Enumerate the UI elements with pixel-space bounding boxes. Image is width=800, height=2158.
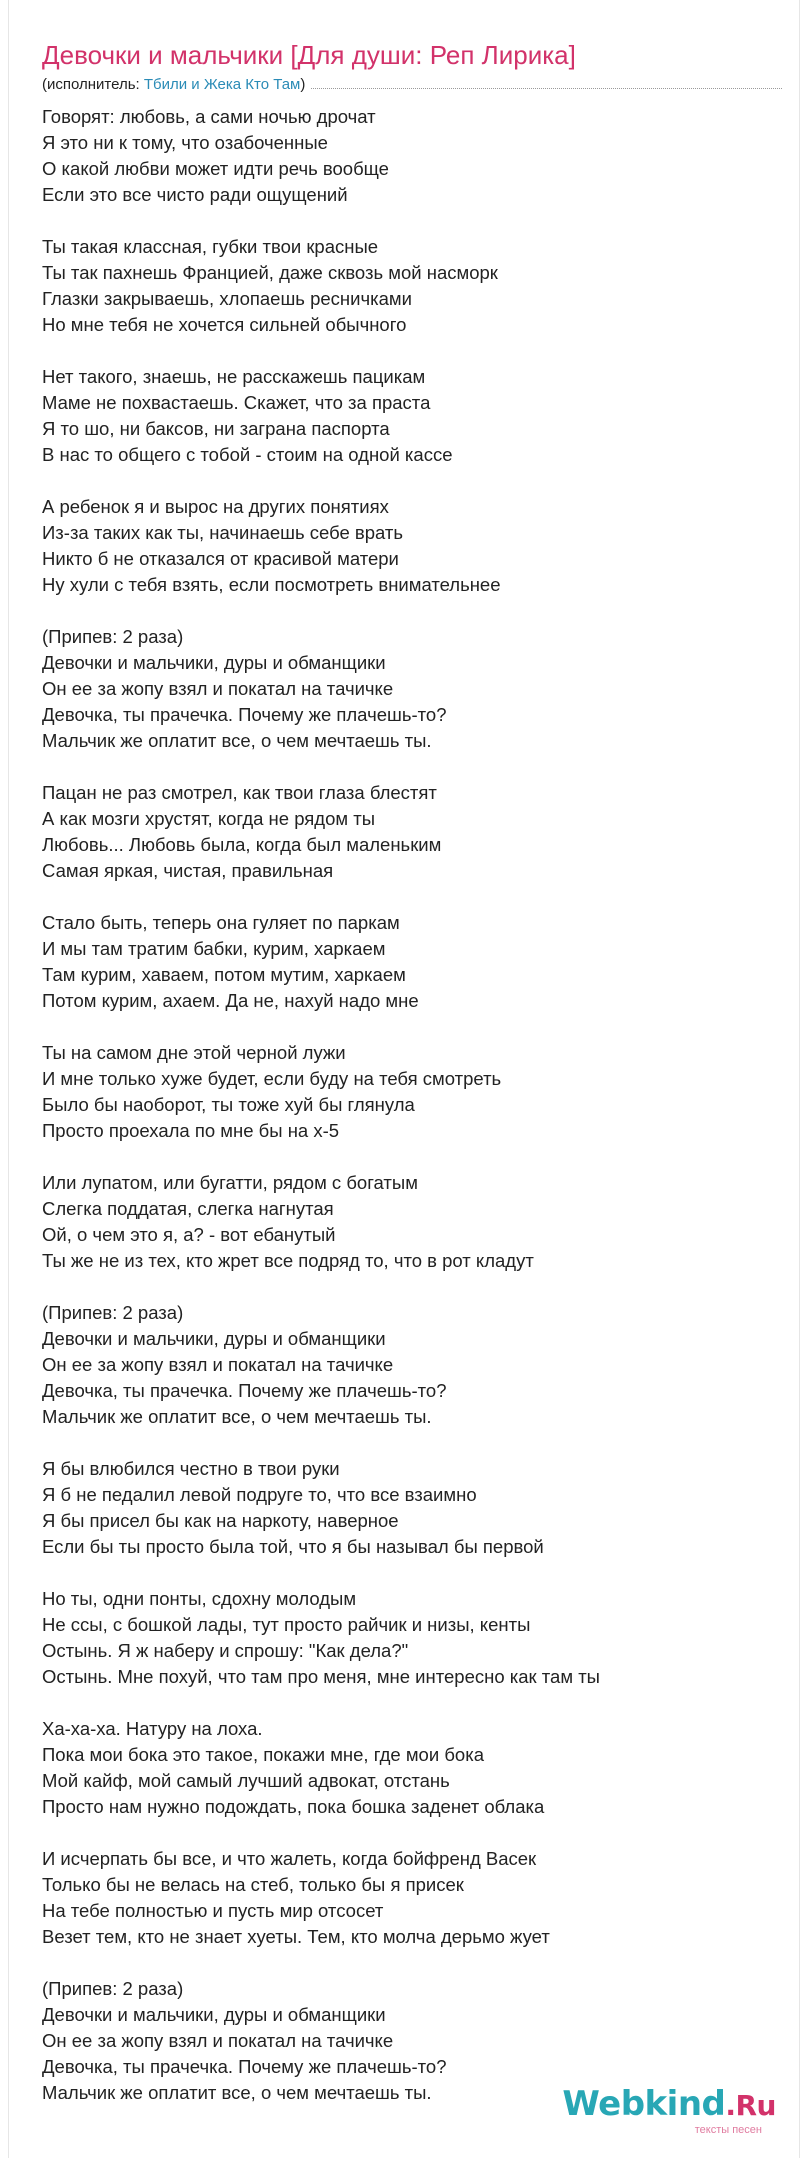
lyric-line: Маме не похвастаешь. Скажет, что за праста xyxy=(42,392,431,413)
lyric-line: Никто б не отказался от красивой матери xyxy=(42,548,399,569)
lyric-line: Я то шо, ни баксов, ни заграна паспорта xyxy=(42,418,390,439)
performer-line xyxy=(42,74,782,96)
lyric-line: Если это все чисто ради ощущений xyxy=(42,184,348,205)
lyric-line: Ты такая классная, губки твои красные xyxy=(42,236,379,257)
lyric-line: И исчерпать бы все, и что жалеть, когда бойфренд Васек xyxy=(42,1848,537,1869)
performer-suffix: ) xyxy=(300,76,306,93)
lyric-line: Я бы влюбился честно в твои руки xyxy=(42,1458,340,1479)
lyric-line: Я б не педалил левой подруге то, что все взаимно xyxy=(42,1484,477,1505)
lyric-stanza xyxy=(42,494,762,598)
lyric-stanza xyxy=(42,1846,762,1950)
lyric-line: Мальчик же оплатит все, о чем мечтаешь ты. xyxy=(42,1406,432,1427)
lyric-line: Ха-ха-ха. Натуру на лоха. xyxy=(42,1718,263,1739)
lyric-line: Ты же не из тех, кто жрет все подряд то, что в рот кладут xyxy=(42,1250,534,1271)
lyric-stanza xyxy=(42,104,762,208)
lyric-line: Мой кайф, мой самый лучший адвокат, отстань xyxy=(42,1770,450,1791)
logo-suffix-text: .Ru xyxy=(725,2089,776,2122)
lyric-line: (Припев: 2 раза) xyxy=(42,626,184,647)
performer-text xyxy=(42,76,311,93)
lyric-line: Говорят: любовь, а сами ночью дрочат xyxy=(42,106,376,127)
lyric-line: Остынь. Я ж наберу и спрошу: "Как дела?" xyxy=(42,1640,409,1661)
lyric-line: Просто нам нужно подождать, пока бошка заденет облака xyxy=(42,1796,545,1817)
lyric-line: На тебе полностью и пусть мир отсосет xyxy=(42,1900,384,1921)
lyric-stanza xyxy=(42,1170,762,1274)
lyric-stanza xyxy=(42,910,762,1014)
lyric-line: Девочка, ты прачечка. Почему же плачешь-то? xyxy=(42,704,447,725)
lyric-stanza xyxy=(42,1716,762,1820)
lyric-line: Но мне тебя не хочется сильней обычного xyxy=(42,314,407,335)
lyric-stanza xyxy=(42,364,762,468)
lyric-stanza xyxy=(42,1040,762,1144)
lyric-line: А ребенок я и вырос на других понятиях xyxy=(42,496,389,517)
lyric-line: Из-за таких как ты, начинаешь себе врать xyxy=(42,522,404,543)
lyric-line: Просто проехала по мне бы на х-5 xyxy=(42,1120,340,1141)
lyric-line: Слегка поддатая, слегка нагнутая xyxy=(42,1198,334,1219)
song-header xyxy=(42,38,782,96)
lyric-line: Потом курим, ахаем. Да не, нахуй надо мне xyxy=(42,990,419,1011)
lyric-line: Пацан не раз смотрел, как твои глаза блестят xyxy=(42,782,437,803)
lyric-line: Самая яркая, чистая, правильная xyxy=(42,860,334,881)
lyric-line: Девочка, ты прачечка. Почему же плачешь-то? xyxy=(42,2056,447,2077)
lyric-line: О какой любви может идти речь вообще xyxy=(42,158,389,179)
lyric-line: Остынь. Мне похуй, что там про меня, мне интересно как там ты xyxy=(42,1666,600,1687)
lyric-stanza xyxy=(42,624,762,754)
lyric-line: Если бы ты просто была той, что я бы называл бы первой xyxy=(42,1536,544,1557)
lyric-line: Не ссы, с бошкой лады, тут просто райчик и низы, кенты xyxy=(42,1614,531,1635)
lyric-line: Девочка, ты прачечка. Почему же плачешь-то? xyxy=(42,1380,447,1401)
lyric-line: Ты на самом дне этой черной лужи xyxy=(42,1042,346,1063)
lyric-line: Я это ни к тому, что озабоченные xyxy=(42,132,328,153)
lyric-line: Было бы наоборот, ты тоже хуй бы глянула xyxy=(42,1094,415,1115)
logo-wordmark xyxy=(562,2084,776,2126)
lyric-line: Любовь... Любовь была, когда был маленьким xyxy=(42,834,442,855)
lyric-line: Девочки и мальчики, дуры и обманщики xyxy=(42,652,386,673)
lyric-line: Глазки закрываешь, хлопаешь ресничками xyxy=(42,288,412,309)
performer-prefix: (исполнитель: xyxy=(42,76,144,93)
song-title: Девочки и мальчики [Для души: Реп Лирика] xyxy=(42,40,576,70)
lyric-line: Только бы не велась на стеб, только бы я присек xyxy=(42,1874,464,1895)
lyric-line: Он ее за жопу взял и покатал на тачичке xyxy=(42,1354,394,1375)
performer-link[interactable]: Тбили и Жека Кто Там xyxy=(143,76,301,93)
lyric-line: Он ее за жопу взял и покатал на тачичке xyxy=(42,2030,394,2051)
lyric-stanza xyxy=(42,234,762,338)
webkind-logo[interactable] xyxy=(562,2084,776,2138)
lyric-stanza xyxy=(42,1586,762,1690)
lyric-line: Ну хули с тебя взять, если посмотреть внимательнее xyxy=(42,574,501,595)
lyric-line: А как мозги хрустят, когда не рядом ты xyxy=(42,808,376,829)
lyric-line: Везет тем, кто не знает хуеты. Тем, кто молча дерьмо жует xyxy=(42,1926,550,1947)
lyric-line: Там курим, хаваем, потом мутим, харкаем xyxy=(42,964,406,985)
lyric-line: Пока мои бока это такое, покажи мне, где мои бока xyxy=(42,1744,484,1765)
lyric-line: Я бы присел бы как на наркоту, наверное xyxy=(42,1510,399,1531)
logo-main-text: Webkind xyxy=(562,2084,726,2124)
lyric-stanza xyxy=(42,1300,762,1430)
lyric-line: Он ее за жопу взял и покатал на тачичке xyxy=(42,678,394,699)
lyric-line: Ты так пахнешь Францией, даже сквозь мой насморк xyxy=(42,262,498,283)
lyric-line: В нас то общего с тобой - стоим на одной кассе xyxy=(42,444,453,465)
lyric-line: Девочки и мальчики, дуры и обманщики xyxy=(42,2004,386,2025)
lyric-line: (Припев: 2 раза) xyxy=(42,1978,184,1999)
logo-tagline: тексты песен xyxy=(694,2124,762,2136)
lyric-line: Или лупатом, или бугатти, рядом с богатым xyxy=(42,1172,418,1193)
lyric-line: И мне только хуже будет, если буду на тебя смотреть xyxy=(42,1068,502,1089)
lyric-line: Девочки и мальчики, дуры и обманщики xyxy=(42,1328,386,1349)
lyric-stanza xyxy=(42,780,762,884)
lyric-line: Мальчик же оплатит все, о чем мечтаешь ты. xyxy=(42,2082,432,2103)
lyric-line: И мы там тратим бабки, курим, харкаем xyxy=(42,938,386,959)
lyric-line: Ой, о чем это я, а? - вот ебанутый xyxy=(42,1224,336,1245)
lyric-line: Нет такого, знаешь, не расскажешь пацикам xyxy=(42,366,426,387)
lyric-line: Стало быть, теперь она гуляет по паркам xyxy=(42,912,400,933)
lyric-line: (Припев: 2 раза) xyxy=(42,1302,184,1323)
lyric-line: Но ты, одни понты, сдохну молодым xyxy=(42,1588,357,1609)
lyrics-body xyxy=(42,104,762,2132)
lyric-stanza xyxy=(42,1456,762,1560)
lyric-line: Мальчик же оплатит все, о чем мечтаешь ты. xyxy=(42,730,432,751)
